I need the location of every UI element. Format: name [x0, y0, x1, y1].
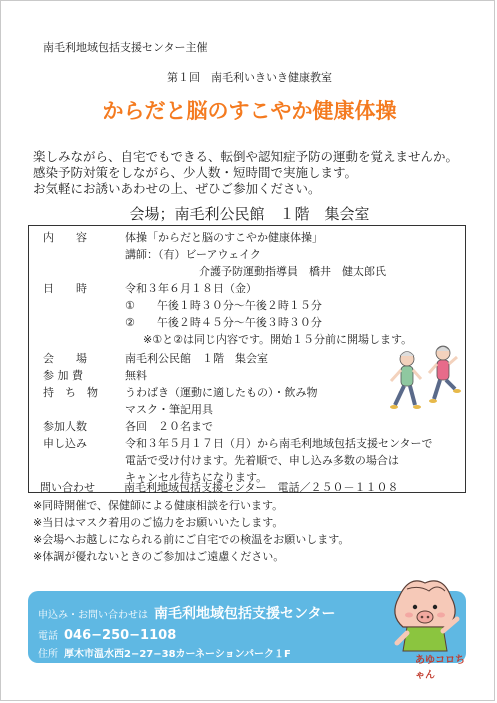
- address: 厚木市温水西2−27−38カーネーションパーク１F: [64, 649, 291, 660]
- detail-label: 問い合わせ: [40, 481, 95, 494]
- intro-line: 感染予防対策をしながら、少人数・短時間で実施します。: [33, 165, 358, 180]
- banner-prompt: 申込み・お問い合わせは: [38, 610, 148, 621]
- detail-value: 無料: [125, 369, 147, 382]
- detail-value: ※①と②は同じ内容です。開始１５分前に開場します。: [143, 333, 413, 346]
- event-title: からだと脳のすこやか健康体操: [102, 99, 397, 123]
- mascot-pig-icon: [385, 575, 465, 661]
- tel-key: 電話: [38, 631, 58, 642]
- intro-line: お気軽にお誘いあわせの上、ぜひご参加ください。: [33, 181, 321, 196]
- organizer-line: 南毛利地域包括支援センター主催: [43, 41, 208, 54]
- notes-list: [33, 497, 349, 565]
- note-item: ※当日はマスク着用のご協力をお願いいたします。: [33, 516, 284, 529]
- banner-heading: [38, 603, 335, 623]
- detail-value: ① 午後１時３０分～午後２時１５分: [125, 299, 322, 312]
- detail-label: 申し込み: [43, 437, 87, 450]
- banner-org: 南毛利地域包括支援センター: [154, 606, 336, 622]
- detail-value: 体操「からだと脳のすこやか健康体操」: [125, 231, 323, 244]
- detail-value: 電話で受け付けます。先着順で、申し込み多数の場合は: [125, 454, 399, 467]
- detail-value: うわばき（運動に適したもの）・飲み物: [125, 386, 318, 399]
- exercising-seniors-illustration: [387, 343, 467, 421]
- detail-value: 講師：（有）ビーアウェイク: [125, 248, 261, 261]
- tel-number[interactable]: 046−250−1108: [64, 628, 177, 643]
- detail-value: キャンセル待ちになります。: [125, 471, 268, 484]
- venue-headline: 会場；南毛利公民館 １階 集会室: [129, 205, 370, 223]
- detail-value: 令和３年６月１８日（金）: [125, 282, 257, 295]
- detail-label: 日 時: [43, 282, 87, 295]
- mascot: [385, 575, 465, 681]
- detail-value: マスク・筆記用具: [125, 403, 213, 416]
- detail-value: 各回 ２０名まで: [125, 420, 213, 433]
- detail-label: 持 ち 物: [43, 386, 98, 399]
- detail-label: 会 場: [43, 352, 87, 365]
- intro-text: [33, 149, 483, 197]
- detail-label: 参加人数: [43, 420, 87, 433]
- detail-label: 内 容: [43, 231, 87, 244]
- banner-addr-line: [38, 645, 291, 660]
- detail-value: 令和３年５月１７日（月）から南毛利地域包括支援センターで: [125, 437, 433, 450]
- detail-value: 南毛利地域包括支援センター 電話／２５０－１１０８: [124, 481, 399, 494]
- intro-line: 楽しみながら、自宅でもできる、転倒や認知症予防の運動を覚えませんか。: [33, 149, 459, 164]
- note-item: ※同時開催で、保健師による健康相談を行います。: [33, 499, 284, 512]
- detail-label: 参 加 費: [43, 369, 83, 382]
- detail-value: 南毛利公民館 １階 集会室: [125, 352, 268, 365]
- detail-value: ② 午後２時４５分～午後３時３０分: [125, 316, 322, 329]
- detail-value: 介護予防運動指導員 橋井 健太郎氏: [199, 265, 386, 278]
- banner-tel-line: [38, 627, 176, 643]
- addr-key: 住所: [38, 649, 58, 660]
- note-item: ※会場へお越しになられる前にご自宅での検温をお願いします。: [33, 533, 350, 546]
- note-item: ※体調が優れないときのご参加はご遠慮ください。: [33, 550, 285, 563]
- event-subtitle: 第１回 南毛利いきいき健康教室: [167, 71, 332, 84]
- mascot-caption: あゆコロちゃん: [415, 655, 465, 681]
